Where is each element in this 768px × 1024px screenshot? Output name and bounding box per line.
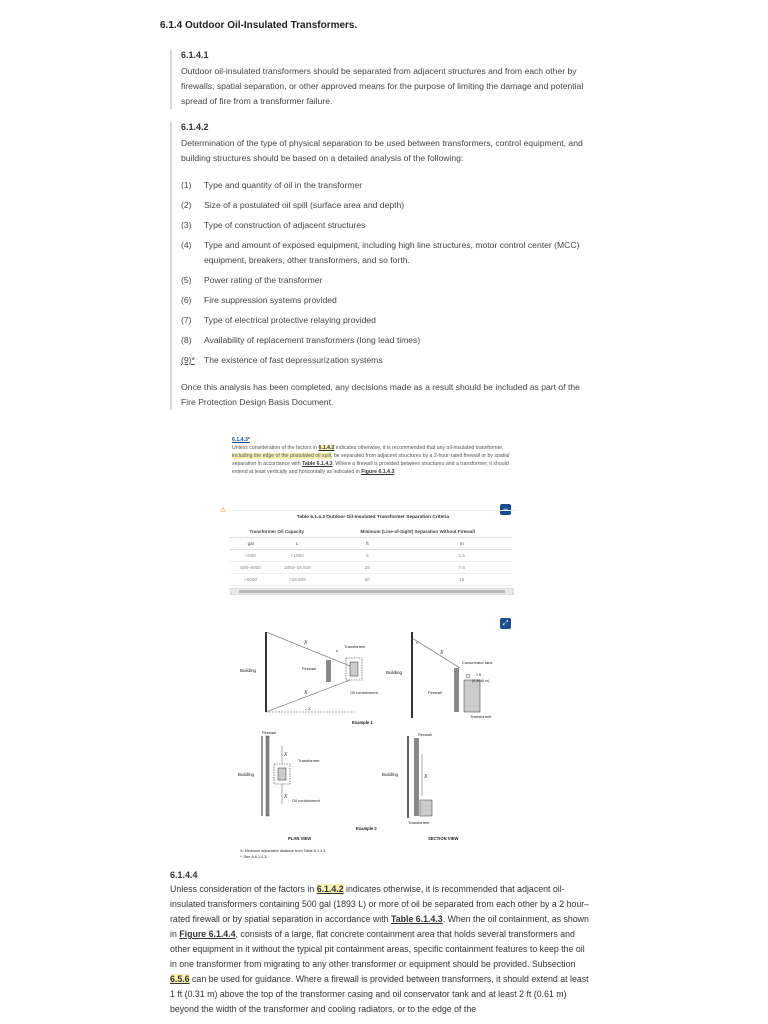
text-run: Unless consideration of the factors in bbox=[170, 884, 317, 894]
table-cell: 1.5 bbox=[412, 550, 512, 562]
label-transformer: Transformer bbox=[408, 820, 430, 825]
factor-text: Type of construction of adjacent structures bbox=[204, 220, 366, 230]
label-building: Building bbox=[386, 670, 403, 675]
section-title: 6.1.4 Outdoor Oil-Insulated Transformers. bbox=[160, 20, 358, 31]
table-cell: 25 bbox=[323, 562, 411, 574]
table-cell: 5 bbox=[323, 550, 411, 562]
text-run: . Where a firewall is provided between structures and a transformer, it should extend at least vertically and horizontally as indicated in bbox=[232, 461, 509, 475]
unit-header: m bbox=[412, 538, 512, 550]
label-firewall: Firewall bbox=[262, 730, 276, 735]
factor-item bbox=[181, 313, 593, 328]
figure-note-2: *: See A.6.1.4.3. bbox=[240, 855, 268, 859]
separation-table bbox=[230, 526, 512, 586]
example2-section bbox=[382, 732, 432, 825]
label-star: * bbox=[416, 642, 418, 648]
factor-text: Type of electrical protective relaying provided bbox=[204, 315, 376, 325]
text-run: indicates otherwise, it is recommended that adjacent oil-insulated transformers containing 500 gal (1893 L) or more of oil be separated from each other by a 2 hour–rated firewall or by spatial separation in accordance with bbox=[170, 884, 590, 924]
text-run: be separated from adjacent structures by a 2-hour-rated firewall or by spatial separation in accordance with bbox=[232, 453, 510, 467]
label-x: X bbox=[440, 650, 444, 656]
label-building: Building bbox=[382, 772, 399, 777]
factor-number: (4) bbox=[181, 240, 192, 250]
table-cell: 1893–18,925 bbox=[271, 562, 323, 574]
label-building: Building bbox=[240, 668, 257, 673]
table-title: Table 6.1.4.3 Outdoor Oil-Insulated Transformer Separation Criteria bbox=[296, 515, 450, 520]
section-6-1-4-2 bbox=[170, 122, 593, 410]
example1-plan bbox=[240, 632, 379, 712]
factor-item bbox=[181, 333, 593, 348]
table-cell: >5000 bbox=[230, 574, 271, 586]
label-firewall: Firewall bbox=[418, 732, 432, 737]
scrollbar-thumb[interactable] bbox=[239, 590, 505, 593]
table-row bbox=[230, 574, 512, 586]
label-plan-view: PLAN VIEW bbox=[288, 836, 312, 841]
factor-item bbox=[181, 178, 593, 193]
collapse-icon: − bbox=[502, 504, 509, 514]
label-example2: Example 2 bbox=[356, 826, 377, 831]
ref-6-5-6[interactable]: 6.5.6 bbox=[170, 974, 190, 984]
factor-number: (8) bbox=[181, 335, 192, 345]
col-header-separation: Minimum (Line-of-Sight) Separation Without Firewall bbox=[360, 529, 475, 534]
factor-text: Size of a postulated oil spill (surface area and depth) bbox=[204, 200, 405, 210]
unit-header: gal bbox=[230, 538, 271, 550]
label-conservator: Conservator tank bbox=[462, 660, 493, 665]
label-example1: Example 1 bbox=[352, 720, 373, 725]
section-6-1-4-4 bbox=[170, 870, 590, 1017]
table-row bbox=[230, 550, 512, 562]
units-row bbox=[230, 538, 512, 550]
warning-icon: ⚠ bbox=[220, 507, 227, 514]
example2-plan bbox=[238, 730, 321, 816]
text-run: indicates otherwise, it is recommended that any oil-insulated transformer, bbox=[334, 445, 504, 451]
factor-text: Availability of replacement transformers (long lead times) bbox=[204, 335, 421, 345]
expand-icon: ⤢ bbox=[502, 620, 509, 627]
factor-number: (2) bbox=[181, 200, 192, 210]
factor-text: The existence of fast depressurization systems bbox=[204, 355, 383, 365]
label-one-ft: 1 ft bbox=[476, 673, 481, 677]
table-cell: 50 bbox=[323, 574, 411, 586]
ref-6-1-4-2[interactable]: 6.1.4.2 bbox=[316, 884, 344, 894]
unit-header: ft bbox=[323, 538, 411, 550]
section-6-1-4-3-link[interactable]: 6.1.4.3* bbox=[232, 437, 250, 443]
label-transformer: Transformer bbox=[344, 644, 366, 649]
label-building: Building bbox=[238, 772, 255, 777]
label-x: X bbox=[304, 640, 308, 646]
section-text: Outdoor oil-insulated transformers should be separated from adjacent structures and from each other by firewalls, spatial separation, or other approved means for the purpose of limiting the damage and potential spread of fire from a transformer failure. bbox=[181, 66, 584, 106]
label-x: X bbox=[424, 774, 428, 780]
factor-number: (7) bbox=[181, 315, 192, 325]
label-firewall: Firewall bbox=[302, 666, 316, 671]
factor-list bbox=[181, 178, 593, 368]
ref-table-6-1-4-3[interactable]: Table 6.1.4.3 bbox=[391, 914, 443, 924]
factor-number: (3) bbox=[181, 220, 192, 230]
factor-item bbox=[181, 293, 593, 308]
factor-text: Type and amount of exposed equipment, including high line structures, motor control center (MCC) equipment, breakers, other transformers, and so forth. bbox=[204, 240, 580, 265]
table-cell: >18,925 bbox=[271, 574, 323, 586]
ref-figure-6-1-4-4[interactable]: Figure 6.1.4.4 bbox=[179, 929, 236, 939]
factor-text: Power rating of the transformer bbox=[204, 275, 323, 285]
factor-number: (1) bbox=[181, 180, 192, 190]
label-section-view: SECTION VIEW bbox=[428, 836, 459, 841]
label-x: X bbox=[284, 794, 288, 800]
ref-table-6-1-4-3[interactable]: Table 6.1.4.3 bbox=[302, 461, 333, 467]
label-oil-containment: Oil containment bbox=[292, 798, 320, 803]
label-oil-containment: Oil containment bbox=[350, 690, 378, 695]
text-run: . When the oil containment, as shown in bbox=[170, 914, 589, 939]
label-star: * bbox=[336, 650, 338, 656]
label-transformer: Transformer bbox=[298, 758, 320, 763]
factor-item bbox=[181, 238, 593, 268]
factor-number[interactable]: (9)* bbox=[181, 355, 195, 365]
factor-text: Type and quantity of oil in the transformer bbox=[204, 180, 363, 190]
unit-header: L bbox=[271, 538, 323, 550]
label-transformer: Transformer bbox=[470, 714, 492, 719]
section-number: 6.1.4.2 bbox=[181, 122, 209, 132]
figure-note-1: X: Minimum separation distance from Table 6.1.4.3. bbox=[240, 849, 327, 853]
section-text bbox=[170, 882, 590, 1017]
label-firewall: Firewall bbox=[428, 690, 442, 695]
label-x: X bbox=[284, 752, 288, 758]
text-run: can be used for guidance. Where a firewall is provided between transformers, it should extend at least 1 ft (0.31 m) above the top of the transformer casing and oil conservator tank and at least 2 ft (0.61 m) beyond the width of the transformer and cooling radiators, or to the edge of the bbox=[170, 974, 589, 1014]
ref-figure-6-1-4-3[interactable]: Figure 6.1.4.3 bbox=[361, 469, 395, 475]
table-cell: 7.6 bbox=[412, 562, 512, 574]
section-intro: Determination of the type of physical separation to be used between transformers, control equipment, and building structures should be based on a detailed analysis of the following: bbox=[181, 138, 583, 163]
section-number: 6.1.4.4 bbox=[170, 870, 198, 880]
table-scrollbar[interactable] bbox=[230, 588, 514, 595]
label-one-ft-m: (0.3048 m) bbox=[472, 679, 490, 683]
table-cell: <500 bbox=[230, 550, 271, 562]
text-run: . bbox=[394, 469, 396, 475]
factor-item bbox=[181, 218, 593, 233]
table-cell: <1893 bbox=[271, 550, 323, 562]
ref-6-1-4-2[interactable]: 6.1.4.2 bbox=[318, 445, 335, 451]
figure-6-1-4-3 bbox=[232, 628, 516, 862]
table-cell: 15 bbox=[412, 574, 512, 586]
label-x-arrow: ←X bbox=[304, 706, 311, 711]
highlighted-text: including the edge of the postulated oil spill, bbox=[232, 453, 333, 459]
factor-number: (6) bbox=[181, 295, 192, 305]
section-6-1-4-1 bbox=[170, 50, 593, 109]
factor-item bbox=[181, 353, 593, 368]
section-conclusion: Once this analysis has been completed, any decisions made as a result should be included as part of the Fire Protection Design Basis Document. bbox=[181, 382, 580, 407]
section-6-1-4-3 bbox=[232, 436, 512, 476]
table-body bbox=[230, 550, 512, 586]
table-cell: 500–5000 bbox=[230, 562, 271, 574]
table-row bbox=[230, 562, 512, 574]
factor-item bbox=[181, 198, 593, 213]
text-run: Unless consideration of the factors in bbox=[232, 445, 319, 451]
factor-number: (5) bbox=[181, 275, 192, 285]
section-number: 6.1.4.1 bbox=[181, 50, 209, 60]
col-header-capacity: Transformer Oil Capacity bbox=[249, 529, 304, 534]
section-6-1-4-3-inset bbox=[222, 428, 522, 864]
table-6-1-4-3 bbox=[230, 510, 516, 595]
example1-section bbox=[386, 632, 492, 719]
label-x: X bbox=[304, 690, 308, 696]
factor-item bbox=[181, 273, 593, 288]
factor-text: Fire suppression systems provided bbox=[204, 295, 337, 305]
text-run: , consists of a large, flat concrete containment area that holds several transformers and other equipment in it without the typical pit containment areas, specific containment features to keep the oil in one transformer from migrating to any other transformer or equipment should be provided. Subsection bbox=[170, 929, 585, 969]
